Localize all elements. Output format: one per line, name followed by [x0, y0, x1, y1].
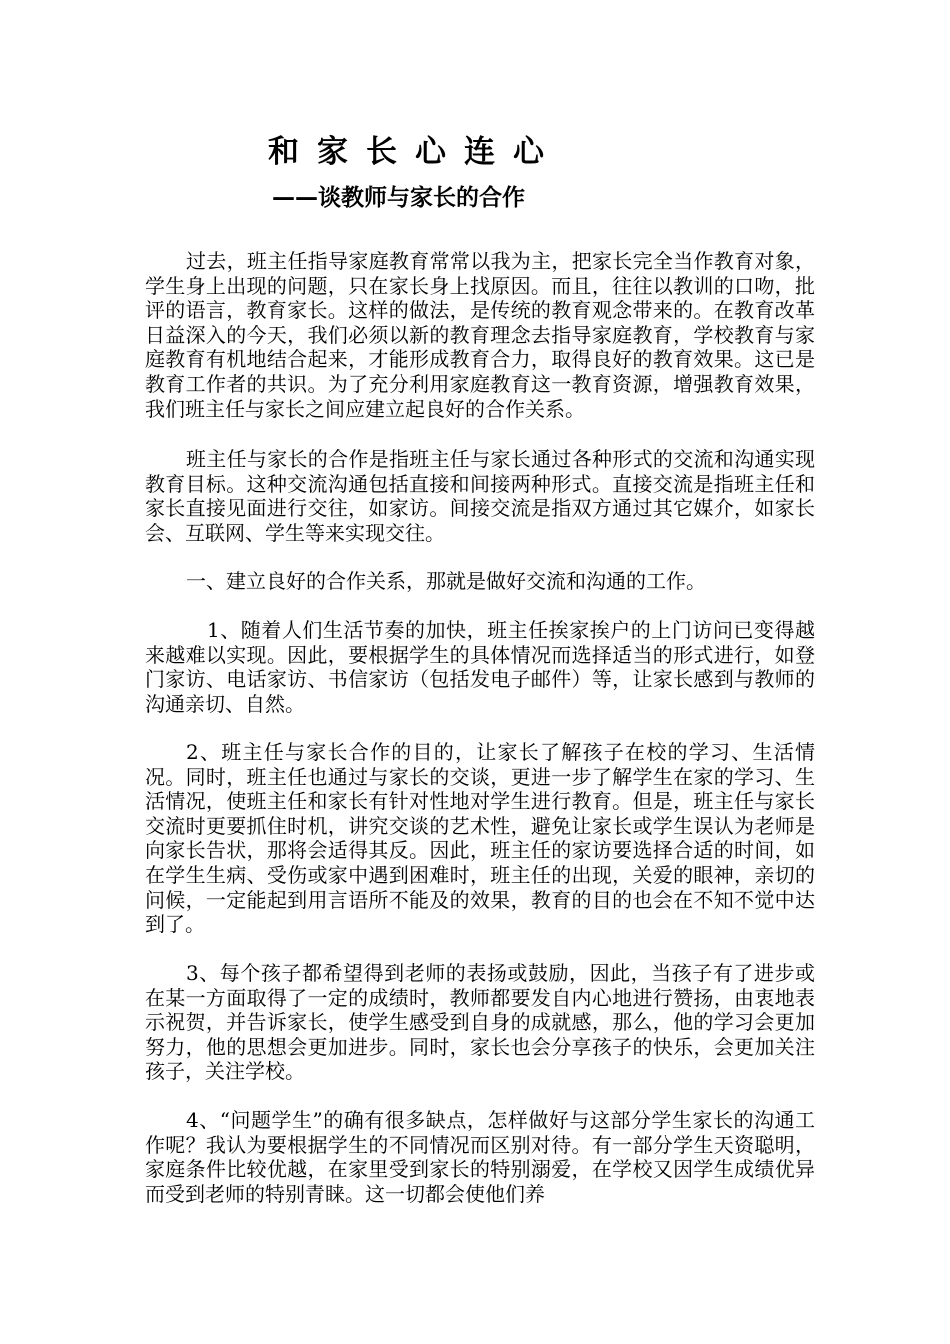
document-title: 和家长心连心: [268, 134, 562, 170]
paragraph-definition: 班主任与家长的合作是指班主任与家长通过各种形式的交流和沟通实现教育目标。这种交流沟通包括直接和间接两种形式。直接交流是指班主任和家长直接见面进行交往，如家访。间接交流是指双方通过其它媒介，如家长会、互联网、学生等来实现交往。: [145, 447, 815, 545]
paragraph-intro: 过去，班主任指导家庭教育常常以我为主，把家长完全当作教育对象，学生身上出现的问题，只在家长身上找原因。而且，往往以教训的口吻，批评的语言，教育家长。这样的做法，是传统的教育观念带来的。在教育改革日益深入的今天，我们必须以新的教育理念去指导家庭教育，学校教育与家庭教育有机地结合起来，才能形成教育合力，取得良好的教育效果。这已是教育工作者的共识。为了充分利用家庭教育这一教育资源，增强教育效果，我们班主任与家长之间应建立起良好的合作关系。: [145, 249, 815, 421]
paragraph-point-1: 1、随着人们生活节奏的加快，班主任挨家挨户的上门访问已变得越来越难以实现。因此，要根据学生的具体情况而选择适当的形式进行，如登门家访、电话家访、书信家访（包括发电子邮件）等，让家长感到与教师的沟通亲切、自然。: [145, 618, 815, 716]
section-heading: 一、建立良好的合作关系，那就是做好交流和沟通的工作。: [186, 569, 706, 593]
paragraph-point-3: 3、每个孩子都希望得到老师的表扬或鼓励，因此，当孩子有了进步或在某一方面取得了一定的成绩时，教师都要发自内心地进行赞扬，由衷地表示祝贺，并告诉家长，使学生感受到自身的成就感，那么，他的学习会更加努力，他的思想会更加进步。同时，家长也会分享孩子的快乐，会更加关注孩子，关注学校。: [145, 961, 815, 1084]
paragraph-point-2: 2、班主任与家长合作的目的，让家长了解孩子在校的学习、生活情况。同时，班主任也通过与家长的交谈，更进一步了解学生在家的学习、生活情况，使班主任和家长有针对性地对学生进行教育。但是，班主任与家长交流时更要抓住时机，讲究交谈的艺术性，避免让家长或学生误认为老师是向家长告状，那将会适得其反。因此，班主任的家访要选择合适的时间，如在学生生病、受伤或家中遇到困难时，班主任的出现，关爱的眼神，亲切的问候，一定能起到用言语所不能及的效果，教育的目的也会在不知不觉中达到了。: [145, 740, 815, 937]
paragraph-point-4: 4、“问题学生”的确有很多缺点，怎样做好与这部分学生家长的沟通工作呢？我认为要根据学生的不同情况而区别对待。有一部分学生天资聪明，家庭条件比较优越，在家里受到家长的特别溺爱，在学校又因学生成绩优异而受到老师的特别青睐。这一切都会使他们养: [145, 1108, 815, 1206]
document-subtitle: ——谈教师与家长的合作: [272, 185, 525, 211]
